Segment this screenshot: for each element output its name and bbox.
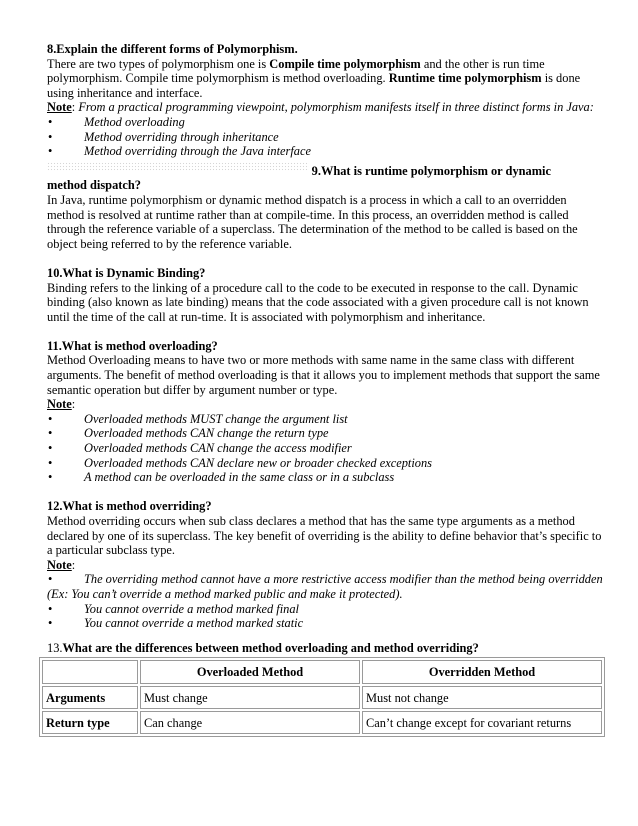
table-cell: Must change — [140, 686, 360, 709]
section-9-paragraph: In Java, runtime polymorphism or dynamic method dispatch is a process in which a call to an overridden method is resolved at runtime rather than at compile-time. In this process, an overridden method is called through the reference variable of a superclass. The determination of the method to be called is based on the object being referred to by the reference variable. — [47, 192, 578, 251]
section-11-heading: 11.What is method overloading? — [47, 338, 218, 353]
table-row-label: Arguments — [42, 686, 138, 709]
note-text: From a practical programming viewpoint, polymorphism manifests itself in three distinct forms in Java: — [78, 100, 594, 115]
section-13-title: What are the differences between method overloading and method overriding? — [62, 640, 479, 655]
list-item: • Method overriding through inheritance — [47, 130, 603, 145]
section-11-list — [47, 412, 603, 485]
section-12-list-cont — [47, 602, 603, 631]
list-item: • You cannot override a method marked final — [47, 602, 603, 617]
table-header-cell: Overloaded Method — [140, 660, 360, 684]
table-cell: Can change — [140, 711, 360, 734]
list-item: • Overloaded methods CAN declare new or broader checked exceptions — [47, 456, 603, 471]
document-page — [47, 42, 603, 737]
section-8-note: Note: From a practical programming viewpoint, polymorphism manifests itself in three distinct forms in Java: — [47, 100, 594, 115]
table-header-cell — [42, 660, 138, 684]
section-8-paragraph — [47, 57, 603, 101]
section-12-list — [47, 572, 603, 601]
bold-term-compile-time: Compile time polymorphism — [269, 56, 421, 71]
section-11-note: Note: — [47, 397, 76, 412]
section-10-paragraph: Binding refers to the linking of a procedure call to the code to be executed in response to the call. Dynamic binding (also known as late binding) means that the code associated with a given procedure call is not known until the time of the call at run-time. It is associated with polymorphism and inheritance. — [47, 280, 589, 324]
table-cell: Must not change — [362, 686, 602, 709]
bold-term-runtime: Runtime time polymorphism — [388, 71, 542, 86]
note-label: Note — [47, 557, 72, 572]
section-11-paragraph: Method Overloading means to have two or more methods with same name in the same class with different arguments. The benefit of method overloading is that it allows you to implement methods that support the same semantic operation but differ by argument number or type. — [47, 353, 600, 397]
note-label: Note — [47, 100, 72, 115]
text-run: and the other is run time polymorphism. Compile time polymorphism is method overloading. — [47, 56, 545, 86]
section-12-heading: 12.What is method overriding? — [47, 499, 212, 514]
list-item: • Overloaded methods CAN change the access modifier — [47, 441, 603, 456]
section-8-list — [47, 115, 603, 159]
text-run: There are two types of polymorphism one is — [47, 56, 270, 71]
text-run: is done using inheritance and interface. — [47, 71, 581, 100]
list-item: • The overriding method cannot have a more restrictive access modifier than the method being overridden (Ex: You can’t override a method marked public and make it protected). — [47, 572, 603, 601]
section-number: 13. — [47, 640, 63, 655]
section-12-note: Note: — [47, 557, 76, 572]
list-item: • Method overloading — [47, 115, 603, 130]
section-8-heading: 8.Explain the different forms of Polymorphism. — [47, 42, 298, 56]
section-12-paragraph: Method overriding occurs when sub class declares a method that has the same type arguments as a method declared by one of its superclass. The key benefit of overriding is the ability to define behavior that’s specific to a particular subclass type. — [47, 514, 602, 558]
list-item: • Overloaded methods MUST change the argument list — [47, 412, 603, 427]
table-cell: Can’t change except for covariant returns — [362, 711, 602, 734]
note-label: Note — [47, 397, 72, 412]
list-item: • You cannot override a method marked static — [47, 616, 603, 631]
section-10-heading: 10.What is Dynamic Binding? — [47, 265, 206, 280]
comparison-table — [39, 657, 605, 737]
table-row — [42, 711, 602, 734]
section-13-heading — [47, 641, 603, 656]
section-9-heading-part2: method dispatch? — [47, 178, 141, 193]
list-item: • A method can be overloaded in the same class or in a subclass — [47, 470, 603, 485]
list-item: • Method overriding through the Java interface — [47, 144, 603, 159]
table-row-label: Return type — [42, 711, 138, 734]
list-item: • Overloaded methods CAN change the return type — [47, 426, 603, 441]
table-header-cell: Overridden Method — [362, 660, 602, 684]
table-header-row — [42, 660, 602, 684]
table-row — [42, 686, 602, 709]
section-9-heading-part1: 9.What is runtime polymorphism or dynamic — [311, 163, 551, 178]
